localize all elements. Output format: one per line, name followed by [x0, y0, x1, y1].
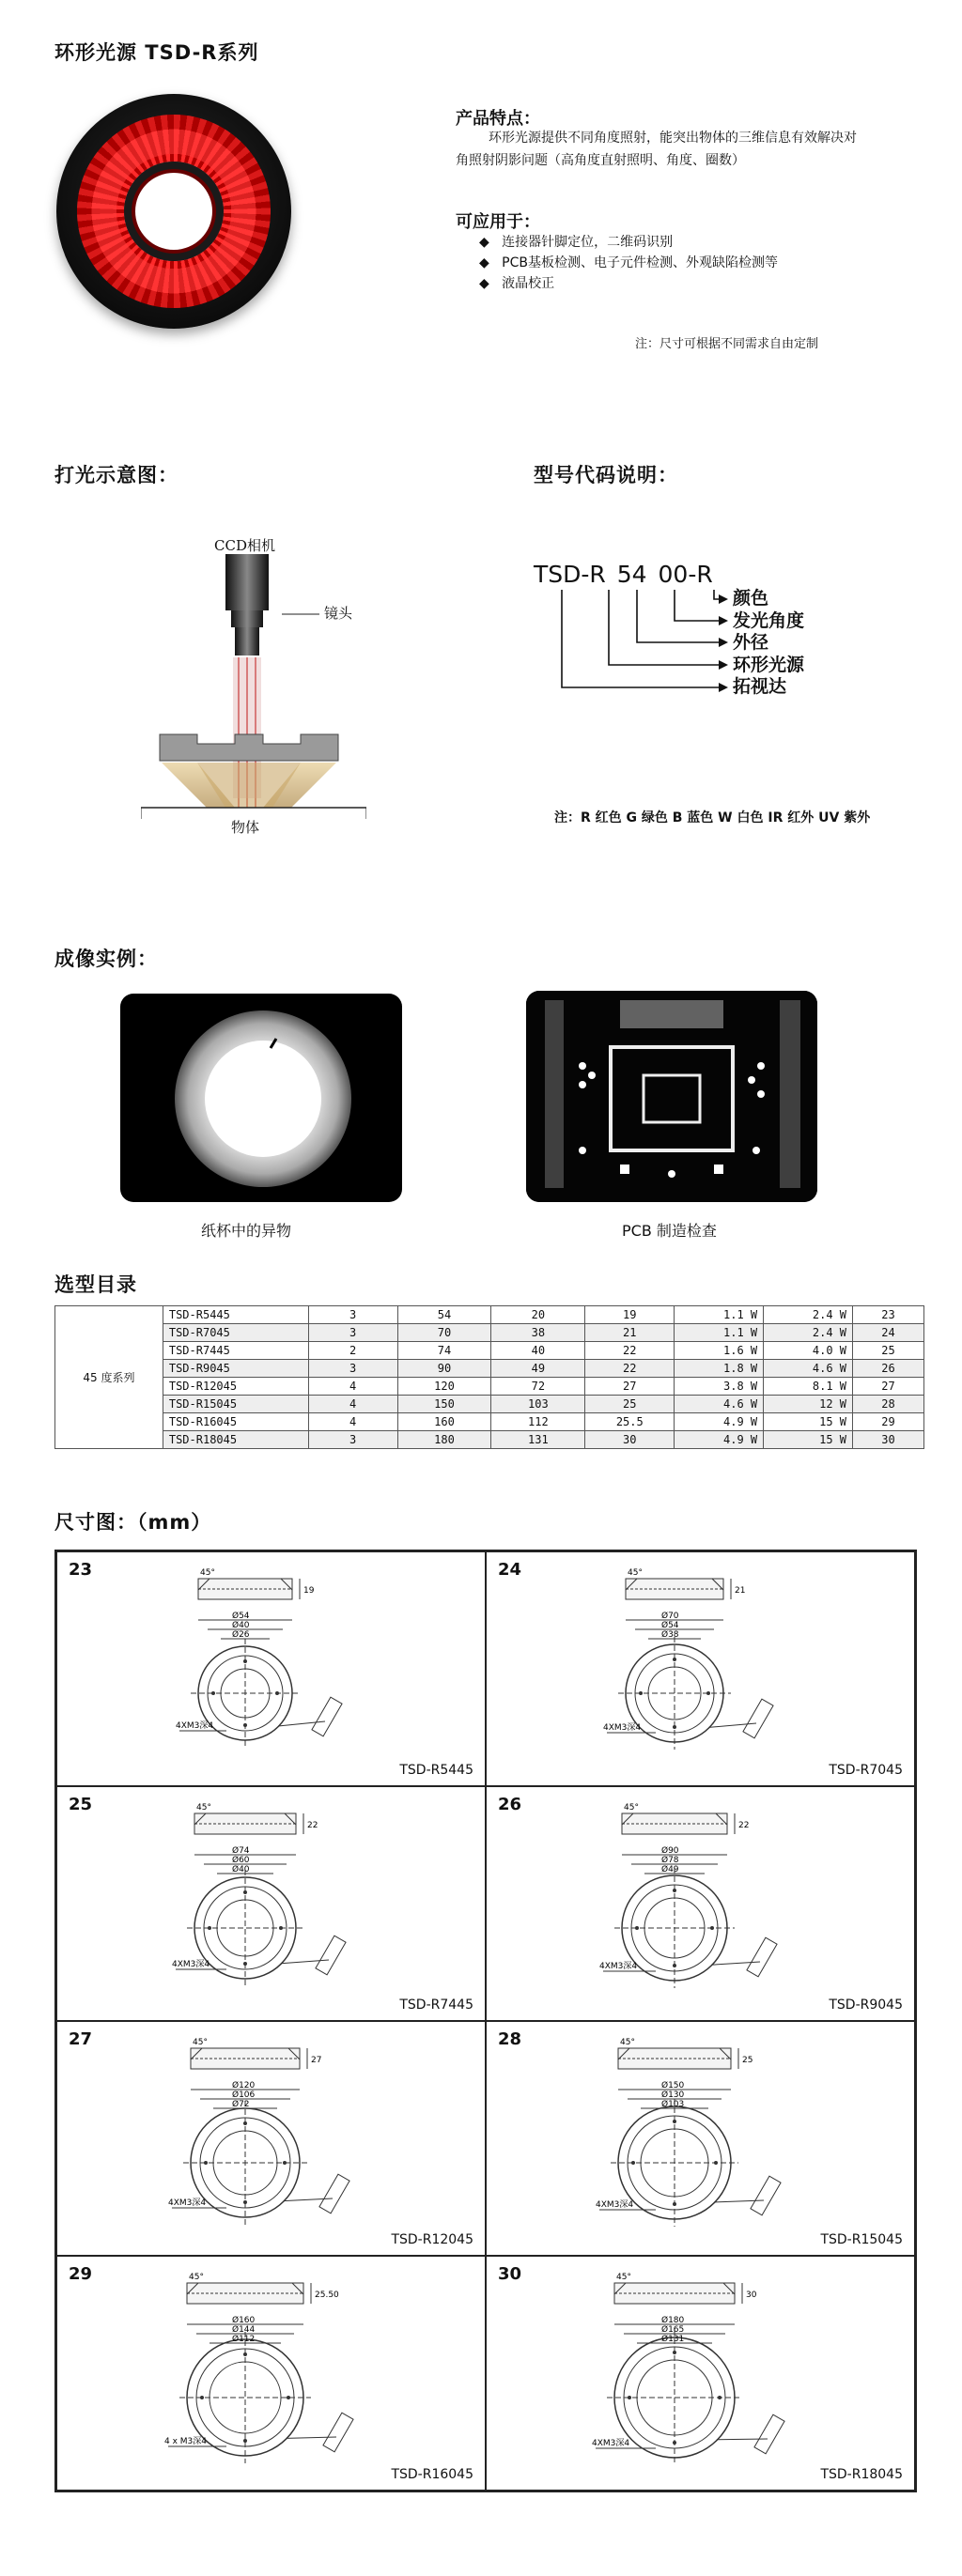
table-cell: 25.5: [585, 1413, 675, 1431]
outer-diameter: Ø160: [232, 2316, 256, 2325]
table-row: [55, 1413, 924, 1431]
table-cell: 28: [853, 1396, 924, 1413]
table-cell: 2.4 W: [764, 1306, 853, 1324]
table-cell: 72: [491, 1378, 585, 1396]
table-cell: TSD-R12045: [163, 1378, 308, 1396]
inner-diameter: Ø38: [661, 1630, 679, 1640]
height-label: 27: [311, 2056, 322, 2065]
model-name: TSD-R7445: [399, 1998, 473, 2013]
table-cell: 30: [585, 1431, 675, 1449]
table-cell: 2: [308, 1342, 397, 1360]
model-code-meanings: 颜色 发光角度 外径 环形光源 拓视达: [733, 588, 805, 697]
table-cell: TSD-R15045: [163, 1396, 308, 1413]
table-cell: 54: [397, 1306, 491, 1324]
object-label: 物体: [231, 819, 260, 836]
dimension-drawing: [57, 1552, 487, 1787]
table-cell: 27: [585, 1378, 675, 1396]
drawing-number: 30: [498, 2264, 522, 2284]
table-cell: 25: [853, 1342, 924, 1360]
table-cell: 30: [853, 1431, 924, 1449]
table-cell: 19: [585, 1306, 675, 1324]
model-name: TSD-R16045: [391, 2467, 473, 2482]
paper-cup-caption: 纸杯中的异物: [201, 1222, 292, 1240]
table-cell: 23: [853, 1306, 924, 1324]
height-label: 19: [303, 1586, 315, 1596]
height-label: 21: [735, 1586, 746, 1596]
outer-diameter: Ø90: [661, 1846, 679, 1856]
model-name: TSD-R18045: [820, 2467, 903, 2482]
table-cell: 25: [585, 1396, 675, 1413]
table-cell: 8.1 W: [764, 1378, 853, 1396]
dimension-drawing: [57, 2022, 487, 2257]
table-cell: 4.9 W: [675, 1413, 764, 1431]
outer-diameter: Ø120: [232, 2081, 256, 2090]
ring-light-photo: [56, 94, 291, 329]
height-label: 25.50: [315, 2291, 339, 2300]
table-cell: 4.9 W: [675, 1431, 764, 1449]
dimension-grid: [54, 1550, 917, 2492]
outer-diameter: Ø54: [232, 1612, 250, 1621]
features-heading: 产品特点：: [456, 109, 540, 129]
inner-diameter: Ø49: [661, 1865, 679, 1874]
table-cell: TSD-R16045: [163, 1413, 308, 1431]
table-cell: 74: [397, 1342, 491, 1360]
outer-diameter: Ø74: [232, 1846, 250, 1856]
angle-label: 45°: [624, 1803, 639, 1812]
dimension-cell: [486, 2021, 915, 2256]
drawing-number: 29: [69, 2264, 93, 2284]
table-cell: 4: [308, 1378, 397, 1396]
model-code-leader-lines: [554, 590, 742, 712]
table-cell: 29: [853, 1413, 924, 1431]
dimension-cell: [56, 2021, 486, 2256]
height-label: 30: [746, 2291, 757, 2300]
lighting-diagram: [141, 526, 366, 836]
custom-note: 注：尺寸可根据不同需求自由定制: [635, 337, 819, 351]
features-text-line1: 环形光源提供不同角度照射，能突出物体的三维信息有效解决对: [489, 131, 857, 146]
table-cell: 40: [491, 1342, 585, 1360]
table-cell: 1.8 W: [675, 1360, 764, 1378]
selection-table: [54, 1305, 924, 1449]
paper-cup-sample-image: [120, 994, 402, 1202]
imaging-examples-heading: 成像实例：: [54, 948, 158, 970]
table-row: [55, 1342, 924, 1360]
height-label: 22: [738, 1821, 750, 1830]
table-cell: 4.6 W: [764, 1360, 853, 1378]
table-cell: 2.4 W: [764, 1324, 853, 1342]
table-cell: 1.1 W: [675, 1306, 764, 1324]
inner-diameter: Ø72: [232, 2100, 250, 2109]
model-name: TSD-R12045: [391, 2232, 473, 2247]
page-title: 环形光源 TSD-R系列: [54, 41, 259, 64]
mount-label: 4XM3深4: [176, 1721, 214, 1731]
angle-label: 45°: [189, 2273, 204, 2282]
outer-diameter: Ø70: [661, 1612, 679, 1621]
mount-label: 4XM3深4: [596, 2200, 634, 2210]
table-cell: 15 W: [764, 1413, 853, 1431]
height-label: 22: [307, 1821, 318, 1830]
mid-diameter: Ø60: [232, 1856, 250, 1865]
inner-diameter: Ø103: [661, 2100, 685, 2109]
table-cell: 4.6 W: [675, 1396, 764, 1413]
table-cell: 21: [585, 1324, 675, 1342]
series-label: 45 度系列: [55, 1306, 163, 1449]
table-row: [55, 1360, 924, 1378]
table-cell: 20: [491, 1306, 585, 1324]
table-cell: 103: [491, 1396, 585, 1413]
inner-diameter: Ø40: [232, 1865, 250, 1874]
selection-heading: 选型目录: [54, 1273, 137, 1296]
mount-label: 4XM3深4: [168, 2198, 207, 2208]
mount-label: 4XM3深4: [592, 2439, 630, 2448]
table-row: [55, 1306, 924, 1324]
table-cell: 112: [491, 1413, 585, 1431]
mid-diameter: Ø130: [661, 2090, 685, 2100]
mid-diameter: Ø40: [232, 1621, 250, 1630]
outer-diameter: Ø150: [661, 2081, 685, 2090]
model-code-heading: 型号代码说明：: [534, 464, 678, 486]
inner-diameter: Ø131: [661, 2335, 685, 2344]
dimension-cell: [56, 1551, 486, 1786]
table-cell: 131: [491, 1431, 585, 1449]
lighting-diagram-heading: 打光示意图：: [54, 464, 178, 486]
dimension-drawing: [487, 1552, 916, 1787]
mount-label: 4XM3深4: [603, 1723, 642, 1733]
mid-diameter: Ø78: [661, 1856, 679, 1865]
table-cell: 38: [491, 1324, 585, 1342]
table-cell: 3: [308, 1306, 397, 1324]
angle-label: 45°: [616, 2273, 631, 2282]
mount-label: 4XM3深4: [172, 1960, 210, 1969]
table-cell: 22: [585, 1360, 675, 1378]
color-code-note: 注：R 红色 G 绿色 B 蓝色 W 白色 IR 红外 UV 紫外: [554, 810, 871, 825]
table-row: [55, 1378, 924, 1396]
outer-diameter: Ø180: [661, 2316, 685, 2325]
mid-diameter: Ø144: [232, 2325, 256, 2335]
angle-label: 45°: [196, 1803, 211, 1812]
dimension-drawing: [487, 2257, 916, 2491]
table-cell: TSD-R5445: [163, 1306, 308, 1324]
features-text-line2: 角照射阴影问题（高角度直射照明、角度、圈数）: [456, 153, 745, 168]
pcb-sample-image: [526, 991, 817, 1202]
drawing-number: 24: [498, 1560, 522, 1580]
table-cell: 3.8 W: [675, 1378, 764, 1396]
mount-label: 4XM3深4: [599, 1962, 638, 1971]
application-item: ◆ 液晶校正: [479, 276, 555, 291]
table-cell: TSD-R9045: [163, 1360, 308, 1378]
table-cell: TSD-R18045: [163, 1431, 308, 1449]
mid-diameter: Ø106: [232, 2090, 256, 2100]
height-label: 25: [742, 2056, 753, 2065]
mid-diameter: Ø165: [661, 2325, 685, 2335]
table-cell: 15 W: [764, 1431, 853, 1449]
application-item: ◆ 连接器针脚定位，二维码识别: [479, 235, 674, 250]
angle-label: 45°: [628, 1568, 643, 1578]
table-cell: 70: [397, 1324, 491, 1342]
inner-diameter: Ø26: [232, 1630, 250, 1640]
model-name: TSD-R9045: [829, 1998, 903, 2013]
table-cell: 160: [397, 1413, 491, 1431]
dimension-drawing: [57, 1787, 487, 2022]
table-cell: 90: [397, 1360, 491, 1378]
table-cell: 120: [397, 1378, 491, 1396]
table-cell: 12 W: [764, 1396, 853, 1413]
lens-label: 镜头: [324, 605, 353, 622]
drawing-number: 25: [69, 1795, 93, 1814]
mid-diameter: Ø54: [661, 1621, 679, 1630]
drawing-number: 27: [69, 2029, 93, 2049]
dimensions-heading: 尺寸图：（mm）: [54, 1511, 212, 1534]
table-cell: 3: [308, 1431, 397, 1449]
camera-label: CCD相机: [214, 537, 275, 554]
pcb-caption: PCB 制造检查: [622, 1222, 717, 1240]
drawing-number: 26: [498, 1795, 522, 1814]
table-cell: 3: [308, 1324, 397, 1342]
applications-heading: 可应用于：: [456, 212, 540, 232]
table-cell: 24: [853, 1324, 924, 1342]
dimension-drawing: [487, 2022, 916, 2257]
inner-diameter: Ø112: [232, 2335, 256, 2344]
angle-label: 45°: [620, 2038, 635, 2047]
table-cell: 1.1 W: [675, 1324, 764, 1342]
dimension-cell: [56, 2256, 486, 2491]
table-cell: 26: [853, 1360, 924, 1378]
table-cell: 3: [308, 1360, 397, 1378]
table-cell: 4.0 W: [764, 1342, 853, 1360]
table-cell: 180: [397, 1431, 491, 1449]
model-name: TSD-R7045: [829, 1763, 903, 1778]
table-cell: 1.6 W: [675, 1342, 764, 1360]
model-name: TSD-R5445: [399, 1763, 473, 1778]
table-row: [55, 1396, 924, 1413]
dimension-cell: [486, 1786, 915, 2021]
dimension-cell: [56, 1786, 486, 2021]
model-code: TSD-R 54 00-R: [534, 561, 713, 588]
table-cell: 49: [491, 1360, 585, 1378]
table-cell: 22: [585, 1342, 675, 1360]
dimension-drawing: [487, 1787, 916, 2022]
table-cell: TSD-R7045: [163, 1324, 308, 1342]
table-cell: 150: [397, 1396, 491, 1413]
angle-label: 45°: [193, 2038, 208, 2047]
dimension-cell: [486, 2256, 915, 2491]
model-name: TSD-R15045: [820, 2232, 903, 2247]
table-cell: 4: [308, 1413, 397, 1431]
mount-label: 4 x M3深4: [164, 2437, 207, 2446]
application-item: ◆ PCB基板检测、电子元件检测、外观缺陷检测等: [479, 255, 778, 270]
table-cell: TSD-R7445: [163, 1342, 308, 1360]
table-cell: 4: [308, 1396, 397, 1413]
dimension-cell: [486, 1551, 915, 1786]
table-row: [55, 1324, 924, 1342]
dimension-drawing: [57, 2257, 487, 2491]
drawing-number: 28: [498, 2029, 522, 2049]
drawing-number: 23: [69, 1560, 93, 1580]
table-row: [55, 1431, 924, 1449]
table-cell: 27: [853, 1378, 924, 1396]
angle-label: 45°: [200, 1568, 215, 1578]
